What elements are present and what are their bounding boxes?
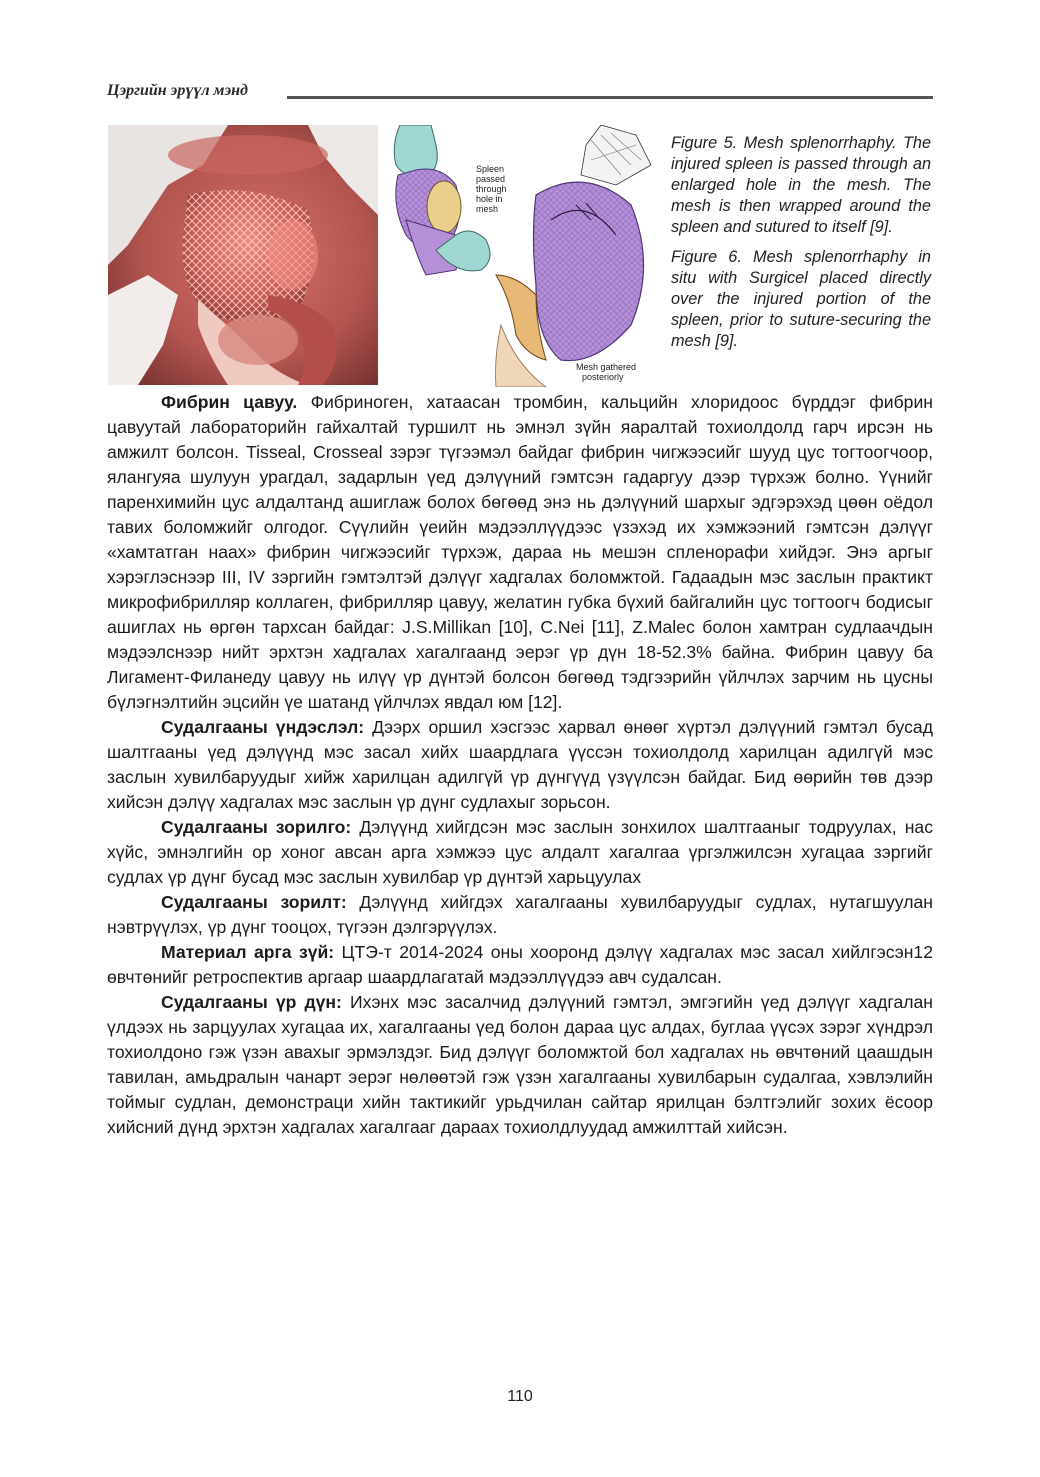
figure-captions (671, 133, 931, 361)
paragraph-heading: Материал арга зүй: (161, 942, 335, 962)
paragraph-text: Дэлүүнд хийгдэх хагалгааны хувилбаруудыг судлах, нутагшуулан нэвтрүүлэх, үр дүнг тооцох, түгээн дэлгэрүүлэх. (107, 892, 933, 937)
paragraph-results (107, 990, 933, 1140)
figure-6-caption: Figure 6. Mesh splenorrhaphy in situ with Surgicel placed directly over the injured portion of the spleen, prior to suture-securing the mesh [9]. (671, 248, 931, 350)
paragraph-aim (107, 815, 933, 890)
paragraph-objectives (107, 890, 933, 940)
paragraph-heading: Судалгааны үндэслэл: (161, 717, 365, 737)
figure-5-caption: Figure 5. Mesh splenorrhaphy. The injured spleen is passed through an enlarged hole in the mesh. The mesh is then wrapped around the spleen and sutured to itself [9]. (671, 134, 931, 236)
paragraph-text: Ихэнх мэс засалчид дэлүүний гэмтэл, эмгэгийн үед дэлүүг хадгалан үлдээх нь зарцуулах хугацаа их, хагалгааны үед болон дараа цус алдах, буглаа үүсэх зэрэг хүндрэл тохиолдоно гэж үзэн авахыг эрмэлздэг. Бид дэлүүг боломжтой бол хадгалах нь өвчтөний цаашдын тавилан, амьдралын чанарт эерэг нөлөөтэй гэж үзэн хагалгааны хувилбарын судалгаа, хэвлэлийн тоймыг судлан, демонстраци хийн тактикийг урьдчилан сайтар ярилцан бэлтгэлийг зохих ёсоор хийсний дүнд эрхтэн хадгалах хагалгааг дараах тохиолдлуудад амжилттай хийсэн. (107, 992, 933, 1137)
paragraph-heading: Судалгааны зорилго: (161, 817, 352, 837)
article-body (107, 390, 933, 1140)
paragraph-methods (107, 940, 933, 990)
paragraph-heading: Судалгааны үр дүн: (161, 992, 342, 1012)
paragraph-text: ЦТЭ-т 2014-2024 оны хооронд дэлүү хадгалах мэс засал хийлгэсэн12 өвчтөнийг ретроспектив аргаар шаардлагатай мэдээллүүдээ авч судалсан. (107, 942, 933, 987)
header-rule (287, 96, 933, 99)
paragraph-text: Фибриноген, хатаасан тромбин, кальцийн хлоридоос бүрддэг фибрин цавуутай лабораторийн гайхалтай туршилт нь эмнэл зүйн яаралтай тохиолдолд гарч ирсэн нь амжилт болсон. Tisseal, Crosseal зэрэг түгээмэл байдаг фибрин чигжээсийг шууд цус тогтоогчоор, ялангуяа шулуун урагдал, задарлын үед дэлүүний гэмтсэн гадаргуу дээр түрхэж болно. Үүнийг паренхимийн цус алдалтанд ашиглаж болох бөгөөд энэ нь дэлүүний шархыг эдгэрэхэд цөөн оёдол тавих боломжийг олгодог. Сүүлийн үеийн мэдээллүүдээс үзэхэд их хэмжээний гэмтсэн дэлүүг «хамтатган наах» фибрин чигжээсийг түрхэж, дараа нь мешэн спленорафи хийдэг. Энэ аргыг хэрэглэснээр III, IV зэргийн гэмтэлтэй дэлүүг хадгалах боломжтой. Гадаадын мэс заслын практикт микрофибрилляр коллаген, фибрилляр цавуу, желатин губка бүхий байгалийн цус тогтоогч бодисыг ашиглах нь өргөн тархсан байдаг: J.S.Millikan [10], C.Nei [11], Z.Malec болон хамтран судлаачдын мэдээлснээр нийт эрхтэн хадгалах хагалгаанд эерэг үр дүн 18-52.3% байна. Фибрин цавуу ба Лигамент-Филанеду цавуу нь илүү үр дүнтэй болсон бөгөөд тэдгээрийн үйлчлэх зарчим нь цусны бүлэгнэлтийн эцсийн үе шатанд үйлчлэх явдал юм [12]. (107, 392, 933, 712)
paragraph-heading: Судалгааны зорилт: (161, 892, 347, 912)
paragraph-heading: Фибрин цавуу. (161, 392, 298, 412)
label-spleen-passed: Spleen passed through hole in mesh (476, 164, 507, 214)
paragraph-text: Дэлүүнд хийгдсэн мэс заслын зонхилох шалтгааныг тодруулах, нас хүйс, эмнэлгийн ор хоног авсан арга хэмжээ цус алдалт хагалгаа үргэлжилсэн хугацаа зэргийг судлах үр дүнг бусад мэс заслын хувилбар үр дүнтэй харьцуулах (107, 817, 933, 887)
page-number: 110 (507, 1388, 533, 1405)
running-header (107, 82, 933, 104)
journal-title: Цэргийн эрүүл мэнд (107, 82, 248, 99)
mesh-splenorrhaphy-photo (108, 125, 378, 385)
paragraph-fibrin-glue (107, 390, 933, 715)
mesh-splenorrhaphy-illustration (386, 125, 658, 387)
surgical-photo-image (108, 125, 378, 385)
label-mesh-gathered: Mesh gathered posteriorly (576, 362, 637, 382)
paragraph-text: Дээрх оршил хэсгээс харвал өнөөг хүртэл дэлүүний гэмтэл бусад шалтгааны үед дэлүүнд мэс засал хийх шаардлага үүссэн тохиолдолд харилцан адилгүй мэс заслын хувилбаруудыг хийж харилцан адилгүй үр дүнгүүд үзүүлсэн байдаг. Бид өөрийн төв дээр хийсэн дэлүү хадгалах мэс заслын үр дүнг судлахыг зорьсон. (107, 717, 933, 812)
splenorrhaphy-diagram (386, 125, 658, 387)
paragraph-rationale (107, 715, 933, 815)
